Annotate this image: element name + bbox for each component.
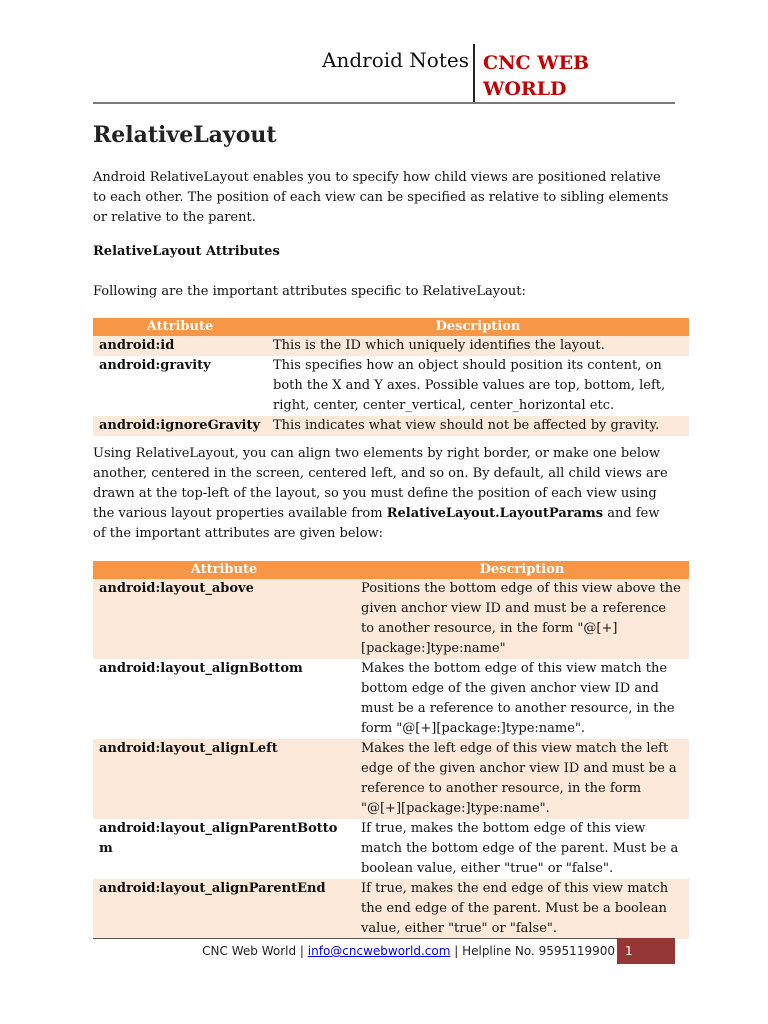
table-row: [93, 336, 689, 356]
footer-company: CNC Web World |: [202, 944, 304, 958]
table-row: [93, 579, 689, 659]
description-cell: This specifies how an object should position its content, on both the X and Y axes. Possible values are top, bottom, left, right, center, center_vertical, center_horizontal etc.: [273, 358, 666, 413]
col-description-header: Description: [267, 318, 689, 336]
table-row: [93, 739, 689, 819]
footer-email-link[interactable]: info@cncwebworld.com: [307, 944, 451, 958]
description-cell: Positions the bottom edge of this view above the given anchor view ID and must be a reference to another resource, in the form "@[+][package:]type:name": [355, 579, 689, 659]
table-row: [93, 356, 689, 416]
table-header-row: [93, 561, 689, 579]
description-cell: This is the ID which uniquely identifies the layout.: [267, 336, 689, 356]
attributes-table: [93, 318, 689, 436]
attribute-cell: android:ignoreGravity: [93, 416, 267, 436]
header-title: Android Notes: [322, 48, 469, 72]
attributes-heading: RelativeLayout Attributes: [93, 244, 280, 259]
table-row: [93, 416, 689, 436]
footer: [93, 944, 615, 958]
page-title: RelativeLayout: [93, 122, 277, 148]
attributes-intro: Following are the important attributes specific to RelativeLayout:: [93, 284, 526, 299]
header-brand-line2: WORLD: [483, 78, 567, 100]
header-divider: [473, 44, 475, 102]
col-description-header: Description: [355, 561, 689, 579]
table-header-row: [93, 318, 689, 336]
description-cell: Makes the left edge of this view match the left edge of the given anchor view ID and must be a reference to another resource, in the form "@[+][package:]type:name".: [355, 739, 689, 819]
attribute-cell: android:layout_alignBottom: [99, 661, 303, 676]
header-brand: [483, 50, 589, 102]
col-attribute-header: Attribute: [93, 561, 355, 579]
intro-paragraph: Android RelativeLayout enables you to specify how child views are positioned relative to each other. The position of each view can be specified as relative to sibling elements or relative to the parent.: [93, 170, 669, 225]
attribute-cell: android:layout_alignLeft: [93, 739, 355, 819]
layout-params-table: [93, 561, 689, 939]
footer-helpline: | Helpline No. 9595119900: [454, 944, 615, 958]
header-brand-line1: CNC WEB: [483, 52, 590, 74]
attribute-cell: android:layout_alignParentBottom: [99, 821, 338, 856]
table-row: [93, 659, 689, 739]
attribute-cell: android:layout_alignParentEnd: [93, 879, 355, 939]
description-cell: If true, makes the bottom edge of this view match the bottom edge of the parent. Must be a boolean value, either "true" or "false".: [361, 821, 679, 876]
attribute-cell: android:id: [93, 336, 267, 356]
usage-text-after: and few of the important attributes are given below:: [93, 506, 660, 541]
attribute-cell: android:gravity: [99, 358, 211, 373]
usage-paragraph: [93, 444, 673, 544]
attribute-cell: android:layout_above: [93, 579, 355, 659]
usage-text-before: Using RelativeLayout, you can align two elements by right border, or make one below another, centered in the screen, centered left, and so on. By default, all child views are drawn at the top-left of the layout, so you must define the position of each view using the various layout properties available from: [93, 446, 668, 521]
table-row: [93, 879, 689, 939]
table-row: [93, 819, 689, 879]
description-cell: This indicates what view should not be affected by gravity.: [267, 416, 689, 436]
usage-bold-term: RelativeLayout.LayoutParams: [386, 506, 604, 521]
header-rule: [93, 102, 675, 104]
description-cell: Makes the bottom edge of this view match the bottom edge of the given anchor view ID and must be a reference to another resource, in the form "@[+][package:]type:name".: [361, 661, 675, 736]
col-attribute-header: Attribute: [93, 318, 267, 336]
description-cell: If true, makes the end edge of this view match the end edge of the parent. Must be a boolean value, either "true" or "false".: [355, 879, 689, 939]
page-number: 1: [617, 938, 675, 964]
footer-rule: [93, 938, 675, 939]
